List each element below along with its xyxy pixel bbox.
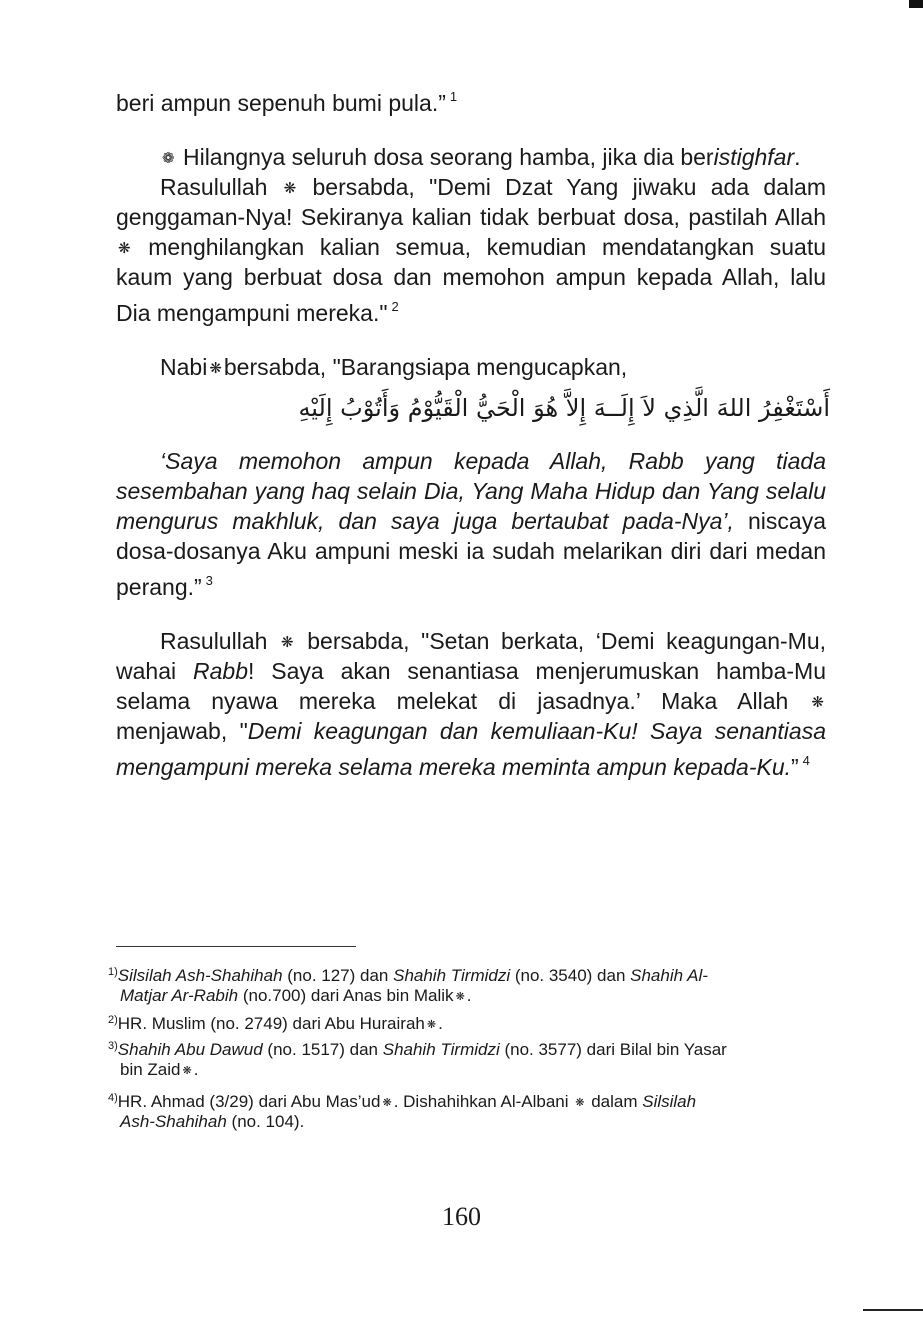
para1-line5: Dia mengampuni mereka." $^2$ [116, 299, 399, 326]
para1-line2: genggaman-Nya! Sekiranya kalian tidak berbuat dosa, pastilah Allah [116, 204, 826, 230]
salawat-symbol-icon: ❋ [283, 180, 297, 197]
footnote-divider [116, 946, 356, 947]
para1-line1: Rasulullah ❋ bersabda, "Demi Dzat Yang jiwaku ada dalam [160, 172, 826, 204]
scan-edge-line [863, 1309, 923, 1311]
footnote-4: $^{4)}$HR. Ahmad (3/29) dari Abu Mas’ud ❋ . Dishahihkan Al-Albani ❋ dalam Silsilah [108, 1092, 697, 1111]
footnote-ref-3: 3 [205, 573, 213, 588]
footnote-ref-2: 2 [391, 299, 399, 314]
para3-line3: selama nyawa mereka melekat di jasadnya.’ Maka Allah ❋ [116, 686, 826, 718]
footnote-3-cont: bin Zaid ❋ . [120, 1060, 199, 1079]
allah-glorification-symbol-icon: ❋ [118, 240, 131, 257]
para3-line5: mengampuni mereka selama mereka meminta ampun kepada-Ku.” $^4$ [116, 753, 810, 780]
para2-line2: ‘Saya memohon ampun kepada Allah, Rabb yang tiada [160, 448, 826, 474]
footnote-1: $^{1)}$Silsilah Ash-Shahihah (no. 127) dan Shahih Tirmidzi (no. 3540) dan Shahih Al- [108, 966, 708, 985]
flower-ornament-icon: ❁ [162, 150, 175, 167]
footnote-4-cont: Ash-Shahihah (no. 104). [120, 1112, 305, 1131]
intro-line: beri ampun sepenuh bumi pula.” $^1$ [116, 89, 458, 116]
radhiyallahu-anhu-symbol-icon: ❋ [455, 991, 465, 1003]
radhiyallahu-anhu-symbol-icon: ❋ [382, 1097, 392, 1109]
footnote-2: $^{2)}$HR. Muslim (no. 2749) dari Abu Hurairah ❋ . [108, 1014, 443, 1033]
footnote-ref-4: 4 [802, 753, 810, 768]
para2-line1: Nabi ❋bersabda, "Barangsiapa mengucapkan, [160, 352, 870, 384]
para2-line4: mengurus makhluk, dan saya juga bertaubat pada-Nya’, niscaya [116, 508, 826, 534]
radhiyallahu-anhu-symbol-icon: ❋ [426, 1019, 437, 1031]
para3-line2: wahai Rabb! Saya akan senantiasa menjerumuskan hamba-Mu [116, 658, 827, 684]
allah-glorification-symbol-icon: ❋ [811, 694, 824, 711]
para1-line3: ❋ menghilangkan kalian semua, kemudian mendatangkan suatu [116, 232, 826, 264]
footnote-ref-1: 1 [449, 89, 458, 104]
footnote-3: $^{3)}$Shahih Abu Dawud (no. 1517) dan Shahih Tirmidzi (no. 3577) dari Bilal bin Yasar [108, 1040, 727, 1059]
rahimahullah-symbol-icon: ❋ [575, 1097, 585, 1109]
para2-line5: dosa-dosanya Aku ampuni meski ia sudah melarikan diri dari medan [116, 538, 826, 564]
para3-line1: Rasulullah ❋ bersabda, "Setan berkata, ‘Demi keagungan-Mu, [160, 626, 826, 658]
para2-line3: sesembahan yang haq selain Dia, Yang Maha Hidup dan Yang selalu [116, 478, 826, 504]
para3-line4: menjawab, "Demi keagungan dan kemuliaan-Ku! Saya senantiasa [116, 718, 826, 744]
footnote-1-cont: Matjar Ar-Rabih (no.700) dari Anas bin Malik ❋ . [120, 986, 472, 1005]
page-number: 160 [442, 1202, 481, 1231]
para2-line6: perang.” $^3$ [116, 573, 213, 600]
radhiyallahu-anhu-symbol-icon: ❋ [182, 1065, 192, 1077]
salawat-symbol-icon: ❋ [209, 360, 222, 377]
salawat-symbol-icon: ❋ [281, 634, 294, 651]
arabic-istighfar-text: أَسْتَغْفِرُ اللهَ الَّذِي لاَ إِلَــهَ إِلاَّ هُوَ الْحَيُّ الْقَيُّوْمُ وَأَتُوْبُ إِلَيْهِ [298, 394, 830, 422]
section-heading: ❁ Hilangnya seluruh dosa seorang hamba, jika dia beristighfar. [160, 142, 820, 174]
scan-corner-mark [909, 0, 923, 8]
para1-line4: kaum yang berbuat dosa dan memohon ampun kepada Allah, lalu [116, 264, 826, 290]
